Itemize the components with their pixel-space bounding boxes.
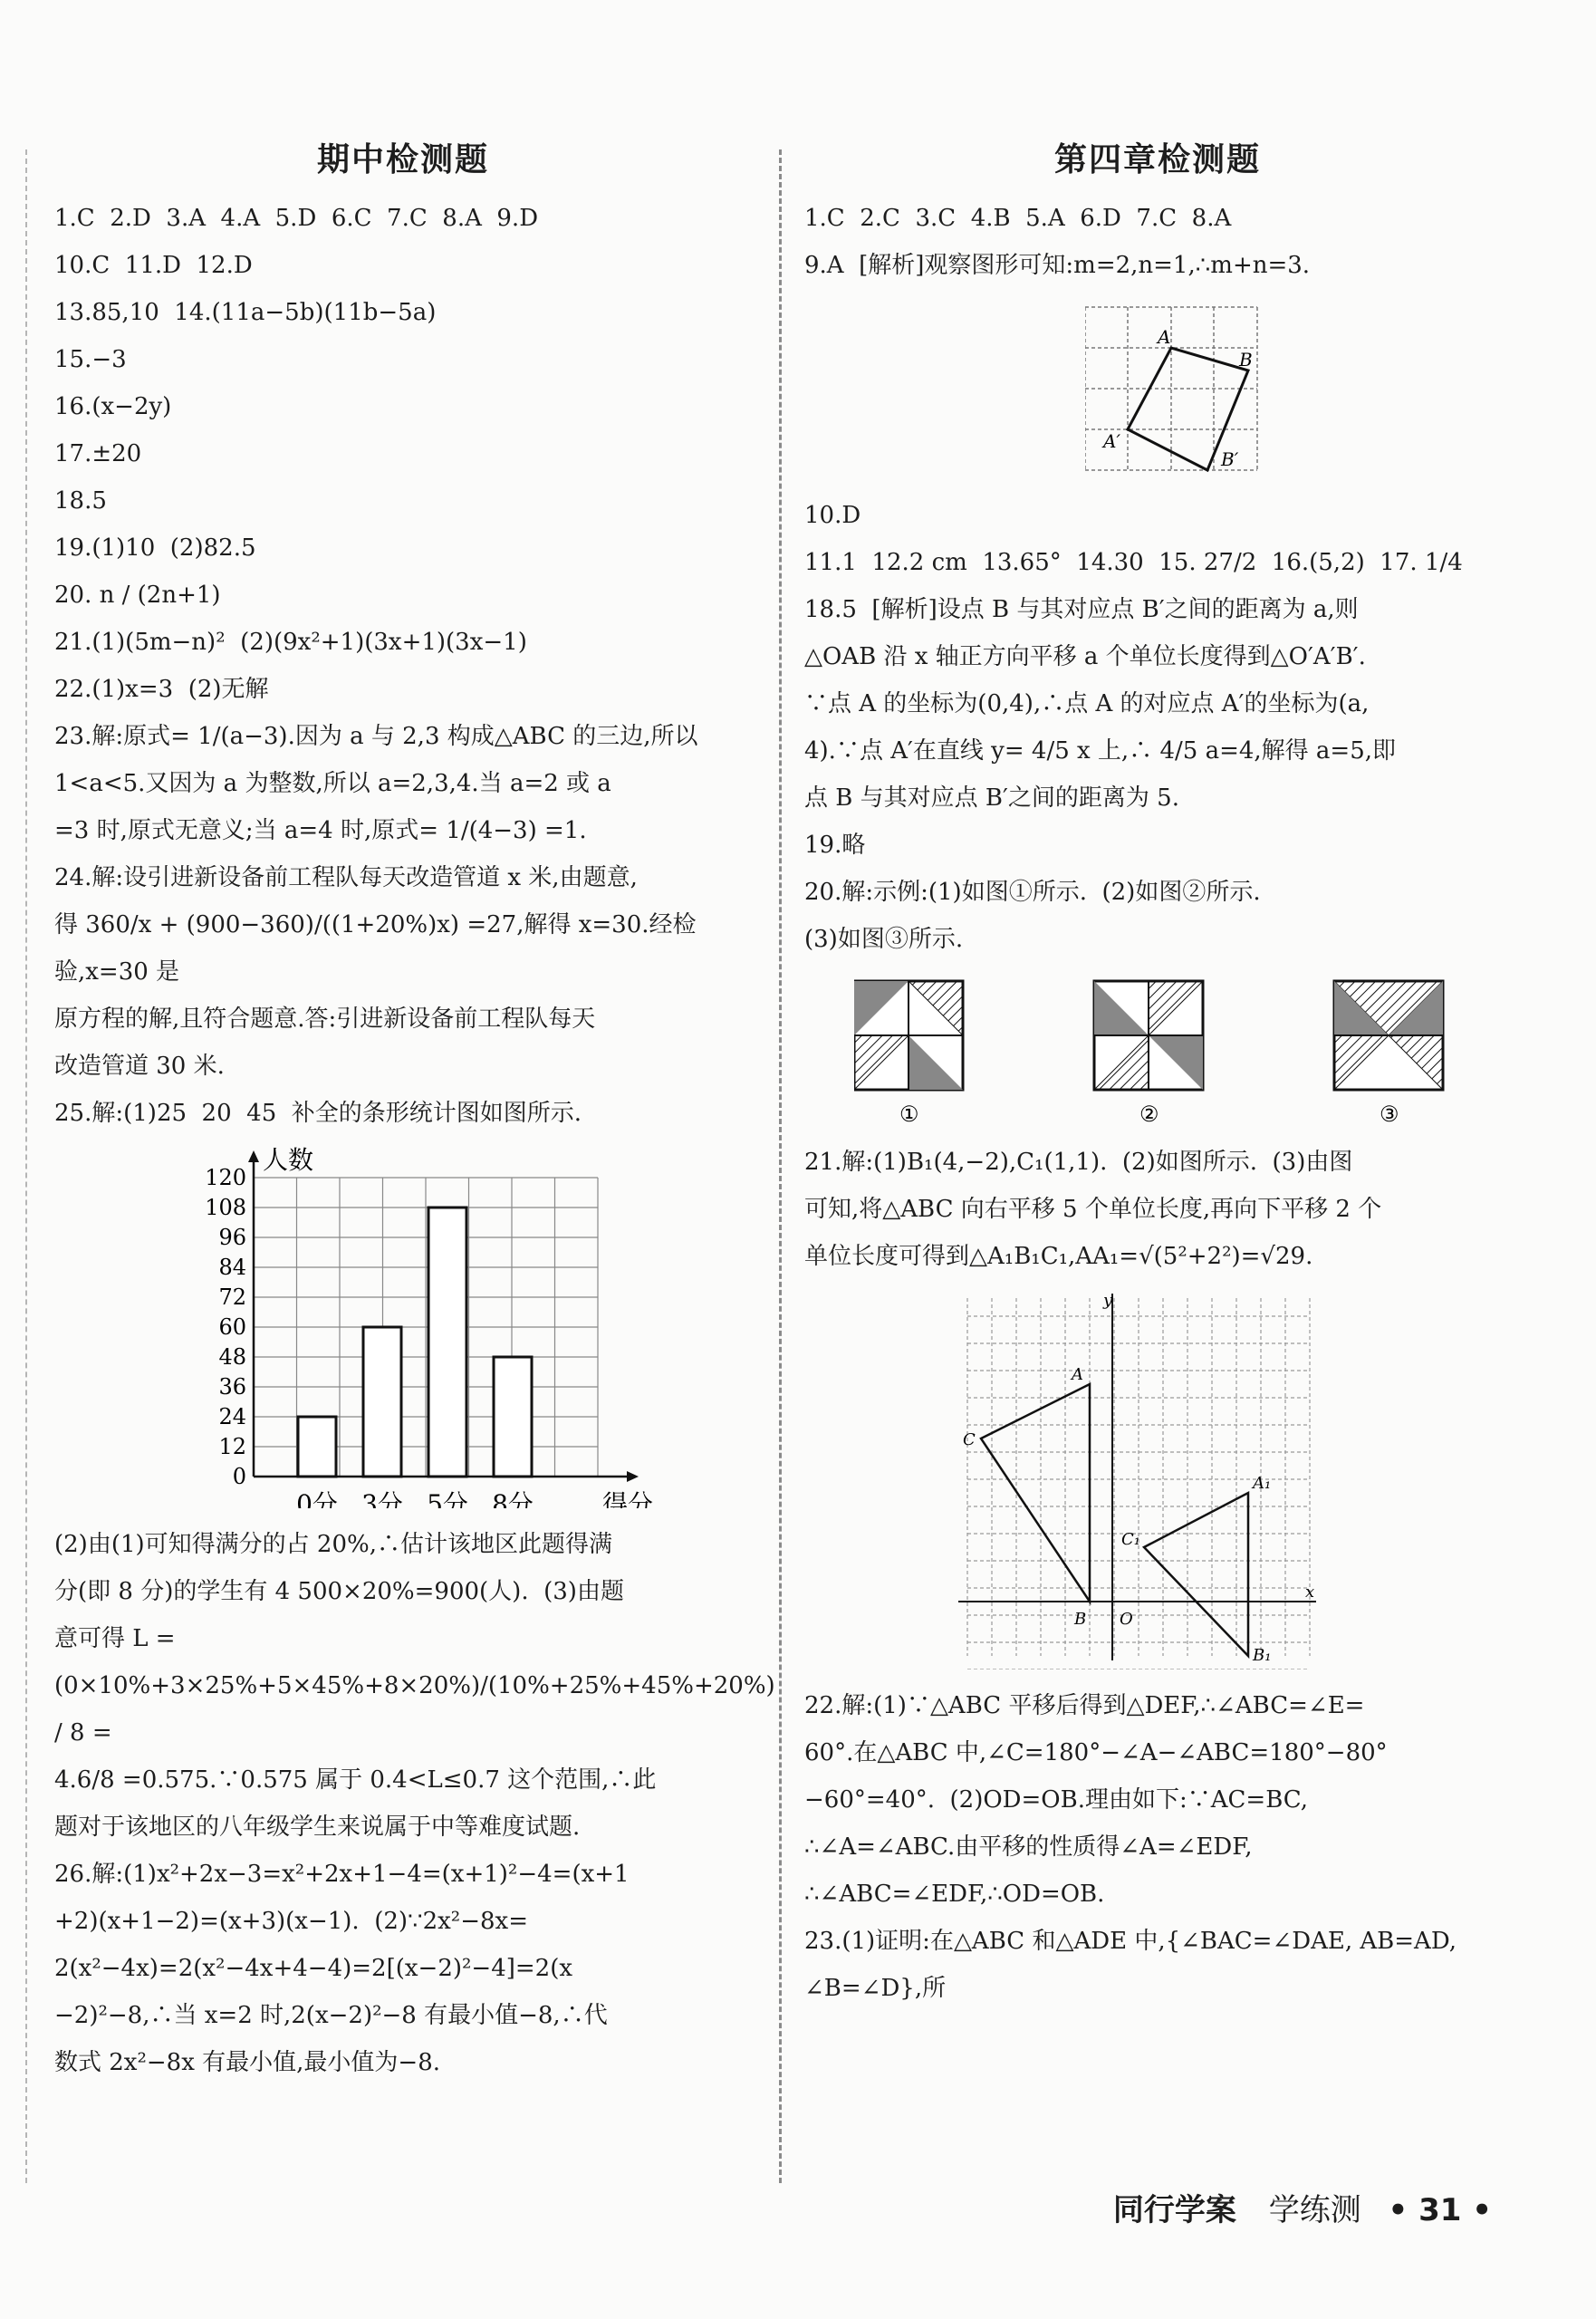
answer-line: 2(x²−4x)=2(x²−4x+4−4)=2[(x−2)²−4]=2(x — [54, 1955, 573, 1982]
answer-line: ∴∠A=∠ABC.由平移的性质得∠A=∠EDF, — [804, 1833, 1253, 1861]
answer-line: 21.(1)(5m−n)² (2)(9x²+1)(3x+1)(3x−1) — [54, 629, 527, 656]
answer-line: 60°.在△ABC 中,∠C=180°−∠A−∠ABC=180°−80° — [804, 1739, 1388, 1766]
bar — [363, 1327, 401, 1477]
page-number: • 31 • — [1388, 2192, 1492, 2228]
answer-line: 19.略 — [804, 832, 866, 859]
answer-line: (2)由(1)可知得满分的占 20%,∴估计该地区此题得满 — [54, 1531, 612, 1558]
answer-line: 单位长度可得到△A₁B₁C₁,AA₁=√(5²+2²)=√29. — [804, 1243, 1313, 1270]
answer-line: 可知,将△ABC 向右平移 5 个单位长度,再向下平移 2 个 — [804, 1196, 1382, 1223]
answer-line: 23.(1)证明:在△ABC 和△ADE 中,{∠BAC=∠DAE, AB=AD, ∠B=∠D},所 — [804, 1928, 1465, 2002]
x-axis-arrow — [627, 1471, 639, 1482]
answer-line: 1.C 2.D 3.A 4.A 5.D 6.C 7.C 8.A 9.D — [54, 205, 539, 232]
answer-line: 4).∵点 A′在直线 y= 4/5 x 上,∴ 4/5 a=4,解得 a=5,即 — [804, 737, 1397, 765]
bar — [494, 1357, 532, 1477]
answer-line: 16.(x−2y) — [54, 393, 172, 420]
answer-line: ∵点 A 的坐标为(0,4),∴点 A 的对应点 A′的坐标为(a, — [804, 690, 1370, 717]
point-label: C — [963, 1430, 976, 1449]
point-label: A₁ — [1253, 1474, 1272, 1493]
answer-line: 10.D — [804, 502, 861, 529]
answer-line: 4.6/8 =0.575.∵0.575 属于 0.4<L≤0.7 这个范围,∴此 — [54, 1766, 657, 1794]
y-tick-label: 96 — [218, 1225, 246, 1250]
fig-q20-squares — [854, 972, 1461, 1126]
right-column — [804, 127, 1511, 2012]
margin-divider — [25, 149, 27, 2183]
fig-q20-label: ③ — [1380, 1102, 1399, 1126]
right-answers-c — [804, 1139, 1511, 1280]
fig-q20-label: ② — [1139, 1102, 1159, 1126]
x-tick-label: 5分 — [427, 1489, 468, 1508]
answer-line: =3 时,原式无意义;当 a=4 时,原式= 1/(4−3) =1. — [54, 817, 587, 844]
answer-line: 18.5 [解析]设点 B 与其对应点 B′之间的距离为 a,则 — [804, 596, 1359, 623]
right-answers-a — [804, 195, 1511, 289]
column-divider — [779, 149, 782, 2183]
left-title: 期中检测题 — [316, 141, 489, 178]
y-axis-label: 人数 — [263, 1146, 314, 1175]
answer-line: △OAB 沿 x 轴正方向平移 a 个单位长度得到△O′A′B′. — [804, 643, 1366, 670]
y-axis-arrow — [248, 1150, 259, 1162]
fig-q9-grid — [1085, 298, 1266, 479]
right-title: 第四章检测题 — [1053, 141, 1261, 178]
answer-line: 17.±20 — [54, 440, 142, 467]
answer-line: 21.解:(1)B₁(4,−2),C₁(1,1). (2)如图所示. (3)由图 — [804, 1149, 1353, 1176]
answer-line: 1<a<5.又因为 a 为整数,所以 a=2,3,4.当 a=2 或 a — [54, 770, 611, 797]
y-tick-label: 108 — [205, 1195, 246, 1220]
triangle-a1b1c1 — [1144, 1493, 1248, 1656]
bar — [428, 1208, 466, 1477]
x-tick-label: 0分 — [296, 1489, 338, 1508]
answer-line: 15.−3 — [54, 346, 127, 373]
left-answers-a — [54, 195, 752, 1137]
answer-line: ∴∠ABC=∠EDF,∴OD=OB. — [804, 1881, 1105, 1908]
answer-line: 26.解:(1)x²+2x−3=x²+2x+1−4=(x+1)²−4=(x+1 — [54, 1861, 630, 1888]
answer-line: 24.解:设引进新设备前工程队每天改造管道 x 米,由题意, — [54, 864, 638, 891]
answer-line: 得 360/x + (900−360)/((1+20%)x) =27,解得 x=30.经检验,x=30 是 — [54, 911, 697, 986]
answer-line: (3)如图③所示. — [804, 926, 964, 953]
answer-line: 点 B 与其对应点 B′之间的距离为 5. — [804, 784, 1179, 812]
answer-line: 1.C 2.C 3.C 4.B 5.A 6.D 7.C 8.A — [804, 205, 1232, 232]
point-label: B₁ — [1253, 1646, 1272, 1665]
y-tick-label: 84 — [218, 1255, 246, 1280]
footer-brand: 同行学案 — [1112, 2192, 1236, 2228]
fig-q9-label: A′ — [1103, 430, 1120, 452]
point-label: C₁ — [1121, 1530, 1140, 1549]
answer-line: 11.1 12.2 cm 13.65° 14.30 15. 27/2 16.(5,2) 17. 1/4 — [804, 549, 1463, 576]
bar — [298, 1417, 336, 1477]
fig-q20 — [804, 972, 1511, 1130]
origin-label: O — [1120, 1610, 1133, 1629]
answer-line: 9.A [解析]观察图形可知:m=2,n=1,∴m+n=3. — [804, 252, 1311, 279]
answer-line: 23.解:原式= 1/(a−3).因为 a 与 2,3 构成△ABC 的三边,所以 — [54, 723, 698, 750]
answer-line: 意可得 L = (0×10%+3×25%+5×45%+8×20%)/(10%+25%+45%+20%) / 8 = — [54, 1625, 783, 1746]
bar-chart — [54, 1146, 707, 1508]
x-axis-label: 得分 — [602, 1489, 654, 1508]
answer-line: 25.解:(1)25 20 45 补全的条形统计图如图所示. — [54, 1100, 582, 1127]
y-tick-label: 60 — [218, 1314, 246, 1340]
axis-label: x — [1305, 1583, 1315, 1602]
answer-line: 19.(1)10 (2)82.5 — [54, 534, 256, 562]
y-tick-label: 0 — [232, 1464, 246, 1489]
y-tick-label: 48 — [218, 1344, 246, 1370]
y-tick-label: 72 — [218, 1285, 246, 1310]
fig-q9-label: B — [1239, 349, 1253, 370]
answer-line: 题对于该地区的八年级学生来说属于中等难度试题. — [54, 1814, 581, 1841]
answer-line: 10.C 11.D 12.D — [54, 252, 253, 279]
answer-line: 20.解:示例:(1)如图①所示. (2)如图②所示. — [804, 879, 1261, 906]
y-tick-label: 24 — [218, 1404, 246, 1429]
x-tick-label: 3分 — [361, 1489, 403, 1508]
fig-q9 — [804, 298, 1511, 483]
answer-line: 22.解:(1)∵△ABC 平移后得到△DEF,∴∠ABC=∠E= — [804, 1692, 1365, 1719]
answer-line: −2)²−8,∴当 x=2 时,2(x−2)²−8 有最小值−8,∴代 — [54, 2002, 608, 2029]
right-answers-d — [804, 1682, 1511, 2012]
point-label: B — [1074, 1610, 1087, 1629]
answer-line: 数式 2x²−8x 有最小值,最小值为−8. — [54, 2049, 441, 2076]
left-answers-b — [54, 1521, 783, 2086]
answer-line: 13.85,10 14.(11a−5b)(11b−5a) — [54, 299, 437, 326]
answer-line: 20. n / (2n+1) — [54, 582, 221, 609]
point-label: A — [1072, 1365, 1083, 1384]
y-tick-label: 120 — [205, 1165, 246, 1190]
left-column — [54, 127, 783, 2086]
footer-sub: 学练测 — [1268, 2192, 1361, 2228]
axis-label: y — [1103, 1291, 1113, 1310]
page-footer — [1113, 2185, 1492, 2229]
fig-q20-label: ① — [899, 1102, 919, 1126]
bar-chart-figure — [54, 1146, 752, 1512]
answer-line: 18.5 — [54, 487, 107, 515]
y-tick-label: 36 — [218, 1374, 246, 1400]
fig-q9-label: B′ — [1221, 448, 1239, 470]
y-tick-label: 12 — [218, 1434, 246, 1459]
fig-q21 — [804, 1289, 1511, 1673]
answer-line: −60°=40°. (2)OD=OB.理由如下:∵AC=BC, — [804, 1786, 1309, 1814]
answer-line: 改造管道 30 米. — [54, 1053, 225, 1080]
answer-line: 分(即 8 分)的学生有 4 500×20%=900(人). (3)由题 — [54, 1578, 624, 1605]
right-answers-b — [804, 492, 1511, 963]
answer-line: 22.(1)x=3 (2)无解 — [54, 676, 269, 703]
triangle-abc — [981, 1384, 1090, 1602]
answer-line: +2)(x+1−2)=(x+3)(x−1). (2)∵2x²−8x= — [54, 1908, 528, 1935]
x-tick-label: 8分 — [492, 1489, 534, 1508]
answer-line: 原方程的解,且符合题意.答:引进新设备前工程队每天 — [54, 1006, 596, 1033]
fig-q9-label: A — [1158, 326, 1171, 348]
fig-q21-grid — [958, 1289, 1321, 1669]
